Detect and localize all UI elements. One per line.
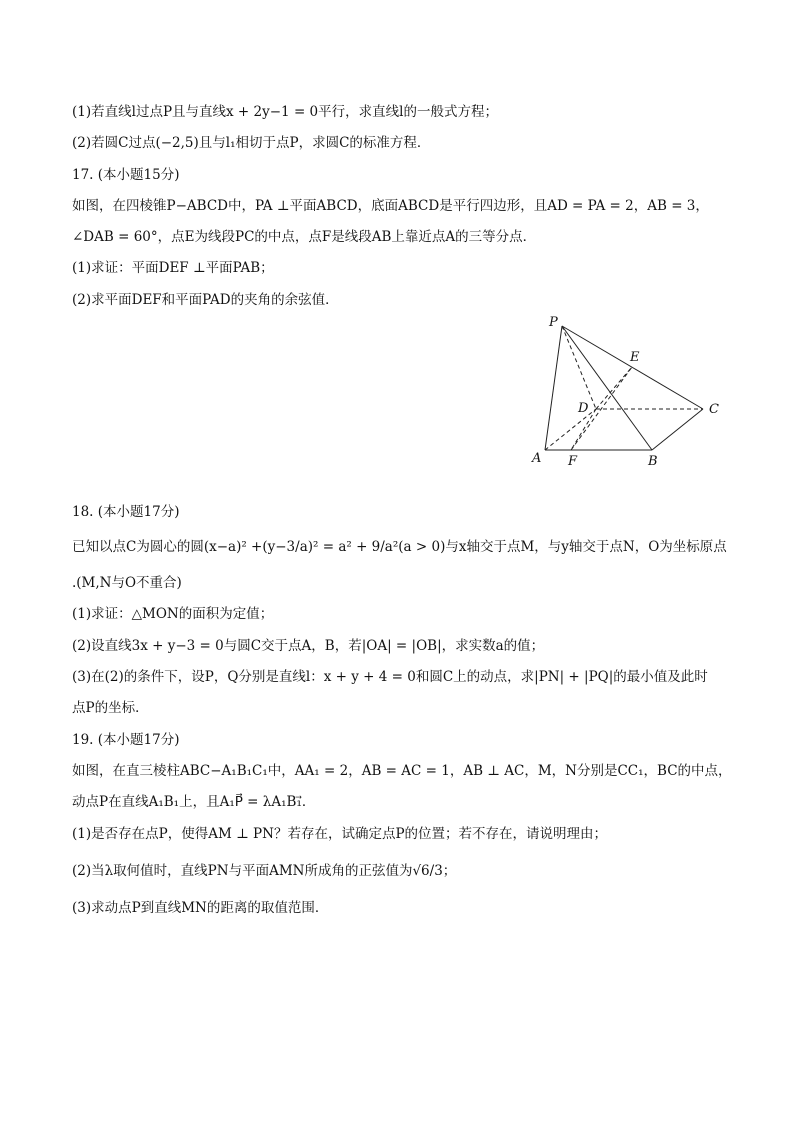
label-D: D xyxy=(578,401,589,416)
edge-PA xyxy=(545,326,562,450)
problem-18-part-3-line-2: 点P的坐标． xyxy=(72,700,149,716)
label-E: E xyxy=(630,350,640,365)
pyramid-diagram xyxy=(520,312,740,472)
problem-19-part-3: (3)求动点P到直线MN的距离的取值范围． xyxy=(72,900,329,916)
problem-17-part-2: (2)求平面DEF和平面PAD的夹角的余弦值． xyxy=(72,292,339,308)
problem-16-part-1: (1)若直线l过点P且与直线x + 2y−1 = 0平行，求直线l的一般式方程； xyxy=(72,104,498,120)
problem-19-part-2: (2)当λ取何值时，直线PN与平面AMN所成角的正弦值为√6/3； xyxy=(72,863,457,879)
problem-17-heading: 17. (本小题15分) xyxy=(72,167,180,183)
problem-18-part-1: (1)求证：△MON的面积为定值； xyxy=(72,606,274,622)
pyramid-figure xyxy=(520,312,740,472)
problem-17-stem-line-1: 如图，在四棱锥P−ABCD中，PA ⊥平面ABCD，底面ABCD是平行四边形，且AD = PA = 2，AB = 3， xyxy=(72,198,709,214)
problem-17-part-1: (1)求证：平面DEF ⊥平面PAB； xyxy=(72,260,274,276)
problem-19-part-1: (1)是否存在点P，使得AM ⊥ PN？若存在，试确定点P的位置；若不存在，请说明理由； xyxy=(72,826,608,842)
edge-PC xyxy=(562,326,703,409)
label-C: C xyxy=(709,402,719,417)
problem-18-stem-line-2: .(M,N与O不重合) xyxy=(72,575,182,591)
problem-16-part-2: (2)若圆C过点(−2,5)且与l₁相切于点P，求圆C的标准方程． xyxy=(72,135,431,151)
problem-18-part-2: (2)设直线3x + y−3 = 0与圆C交于点A，B，若|OA| = |OB|，求实数a的值； xyxy=(72,638,545,654)
edge-PD xyxy=(562,326,596,409)
label-F: F xyxy=(568,454,578,469)
problem-19-stem-line-2: 动点P在直线A₁B₁上，且A₁P⃗ = λA₁B₁⃗． xyxy=(72,794,316,810)
label-B: B xyxy=(648,454,658,469)
problem-18-stem-line-1: 已知以点C为圆心的圆(x−a)² +(y−3/a)² = a² + 9/a²(a > 0)与x轴交于点M，与y轴交于点N，O为坐标原点 xyxy=(72,539,727,555)
edge-BC xyxy=(652,409,703,450)
problem-18-part-3-line-1: (3)在(2)的条件下，设P，Q分别是直线l：x + y + 4 = 0和圆C上的动点，求|PN| + |PQ|的最小值及此时 xyxy=(72,669,708,685)
problem-17-stem-line-2: ∠DAB = 60°，点E为线段PC的中点，点F是线段AB上靠近点A的三等分点． xyxy=(72,229,537,245)
edge-DE xyxy=(596,367,632,409)
problem-19-stem-line-1: 如图，在直三棱柱ABC−A₁B₁C₁中，AA₁ = 2，AB = AC = 1，AB ⊥ AC，M，N分别是CC₁，BC的中点， xyxy=(72,763,732,779)
label-A: A xyxy=(532,451,542,466)
edge-PB xyxy=(562,326,652,450)
label-P: P xyxy=(549,315,558,330)
problem-19-heading: 19. (本小题17分) xyxy=(72,732,180,748)
problem-18-heading: 18. (本小题17分) xyxy=(72,504,180,520)
